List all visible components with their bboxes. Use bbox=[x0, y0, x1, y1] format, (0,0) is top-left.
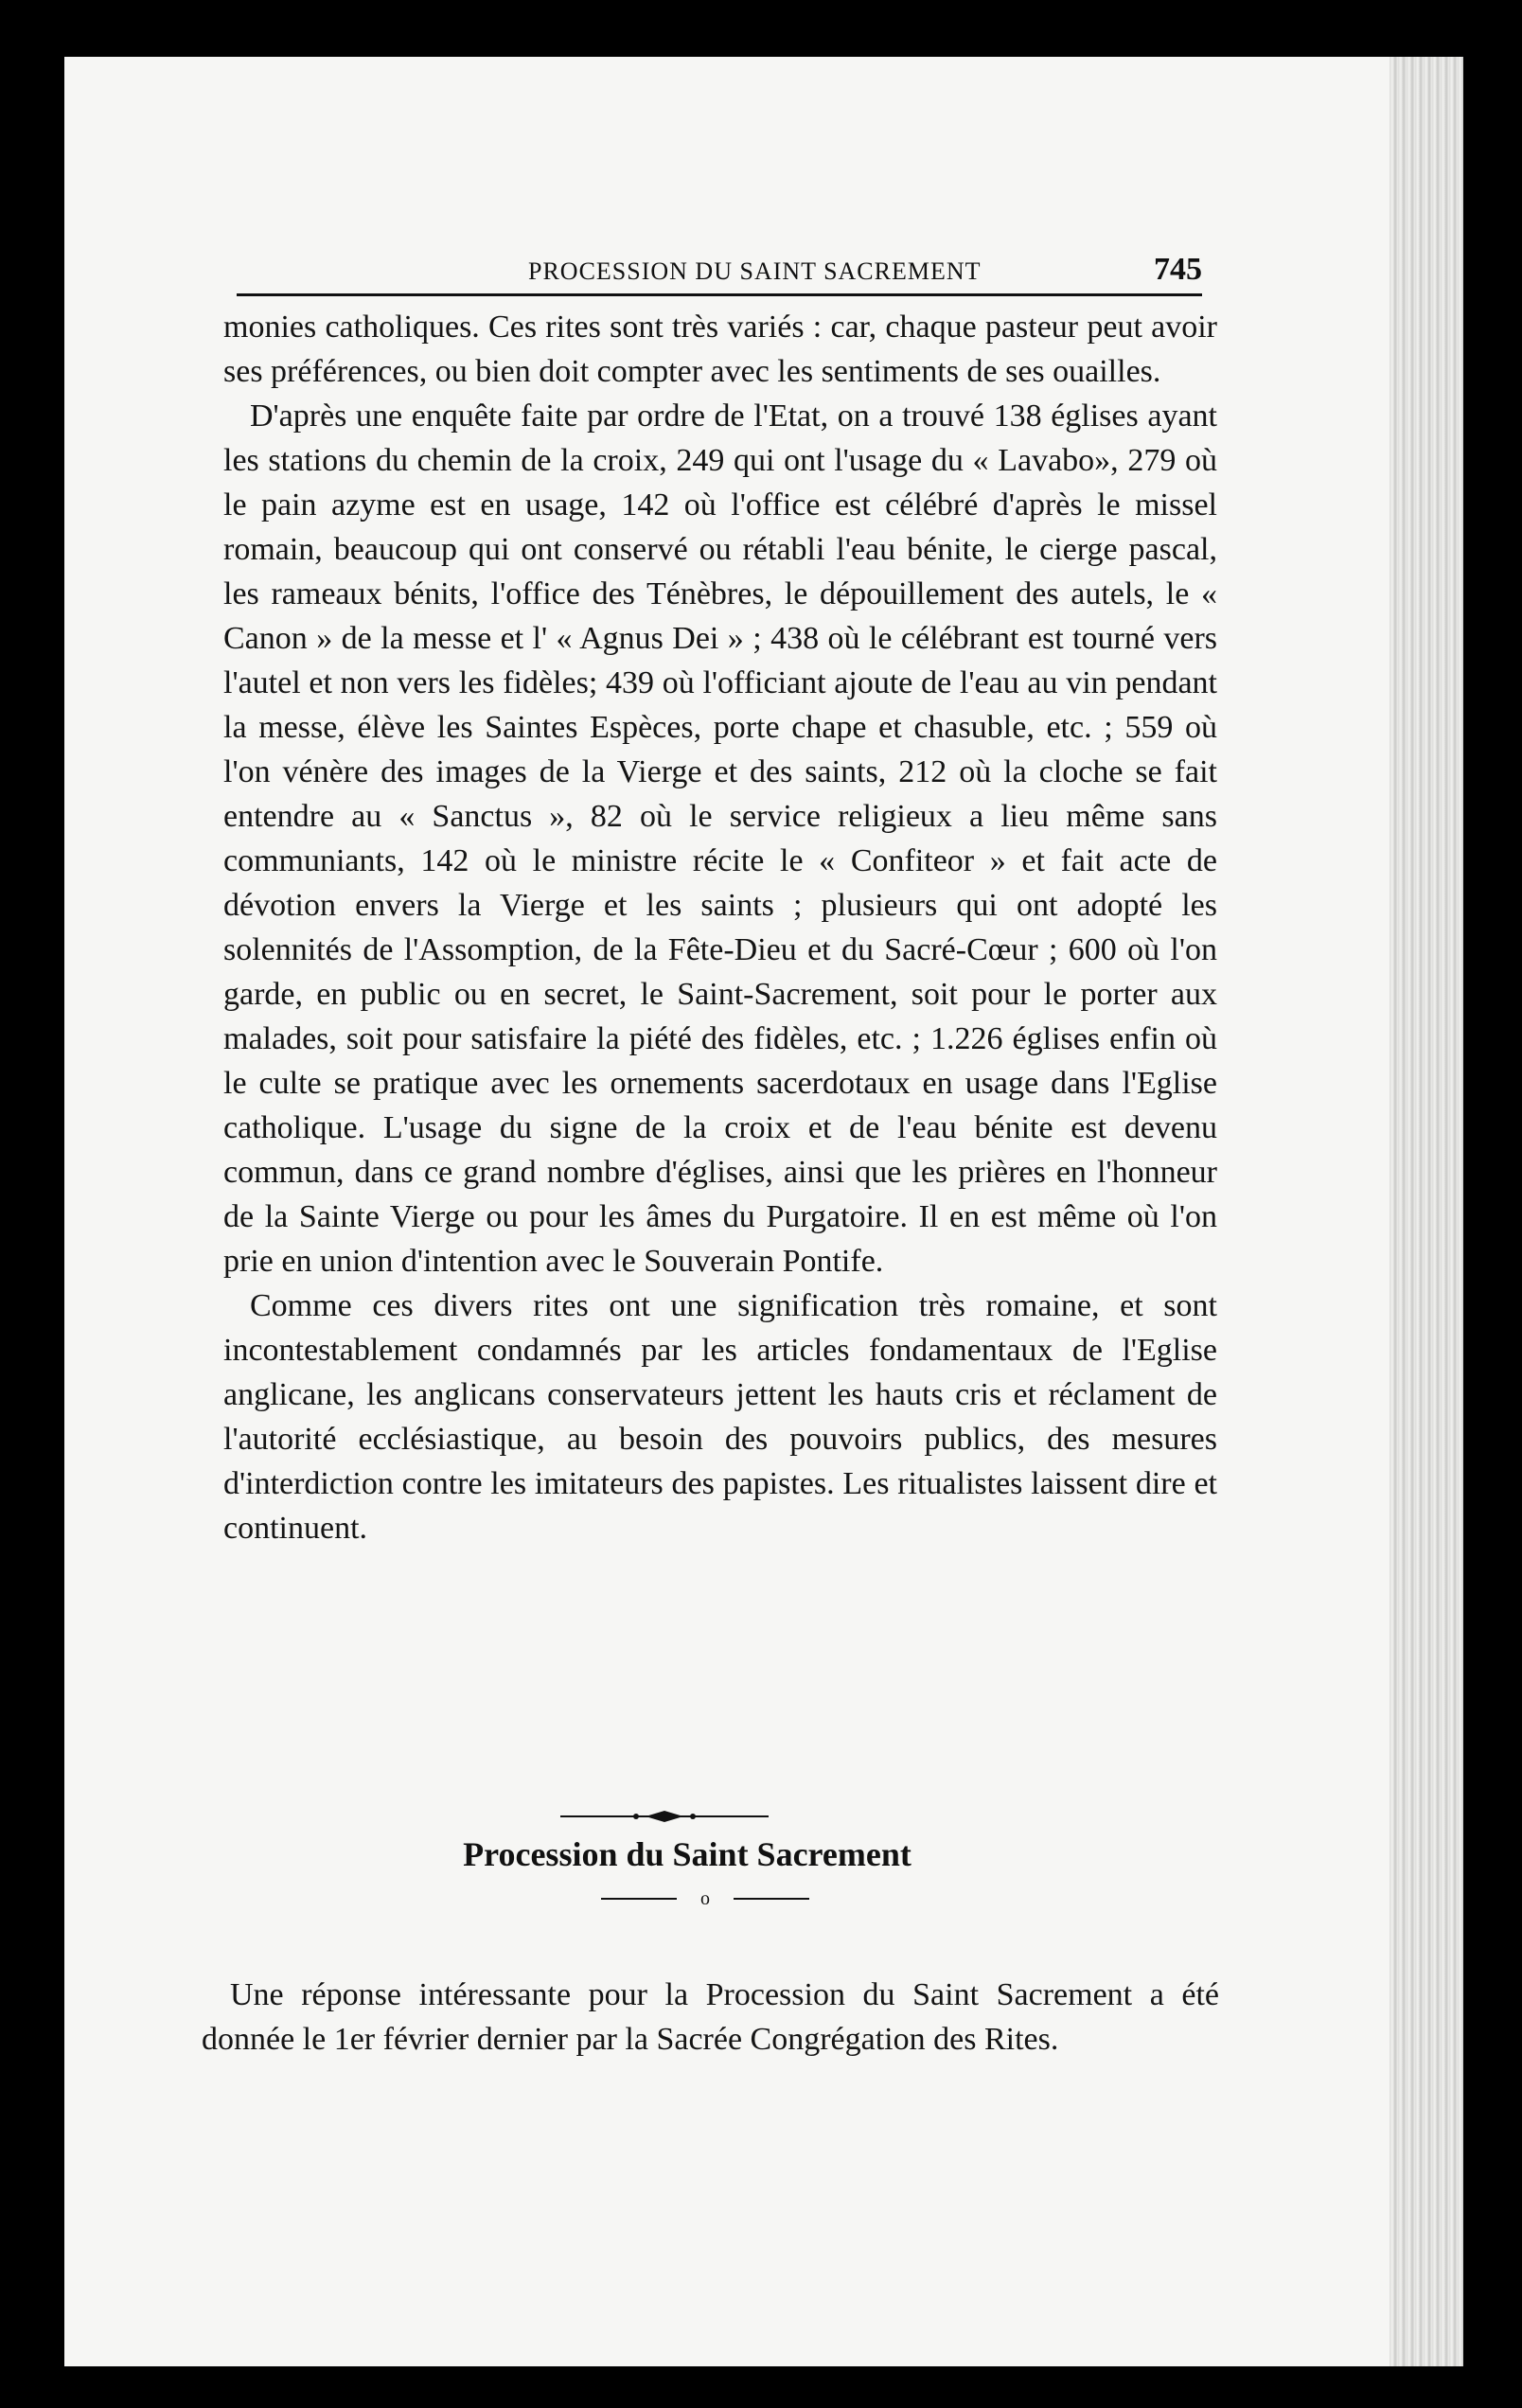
ornament-divider bbox=[560, 1811, 769, 1822]
running-title: PROCESSION DU SAINT SACREMENT bbox=[528, 257, 982, 285]
small-divider bbox=[601, 1884, 809, 1912]
paragraph-continuation: monies catholiques. Ces rites sont très variés : car, chaque pasteur peut avoir ses préférences, ou bien doit compter avec les sentiments de ses ouailles. bbox=[223, 310, 1217, 389]
paragraph-survey: D'après une enquête faite par ordre de l'Etat, on a trouvé 138 églises ayant les stations du chemin de la croix, 249 qui ont l'usage du « Lavabo», 279 où le pain azyme est en usage, 142 où l'office est célébré d'après le missel romain, beaucoup qui ont conservé ou rétabli l'eau bénite, le cierge pascal, les rameaux bénits, l'office des Ténèbres, le dépouillement des autels, le « Canon » de la messe et l' « Agnus Dei » ; 438 où le célébrant est tourné vers l'autel et non vers les fidèles; 439 où l'officiant ajoute de l'eau au vin pendant la messe, élève les Saintes Espèces, porte chape et chasuble, etc. ; 559 où l'on vénère des images de la Vierge et des saints, 212 où la cloche se fait entendre au « Sanctus », 82 où le service religieux a lieu même sans communiants, 142 où le ministre récite le « Confiteor » et fait acte de dévotion envers la Vierge et les saints ; plusieurs qui ont adopté les solennités de l'Assomption, de la Fête-Dieu et du Sacré-Cœur ; 600 où l'on garde, en public ou en secret, le Saint-Sacrement, soit pour le porter aux malades, soit pour satisfaire la piété des fidèles, etc. ; 1.226 églises enfin où le culte se pratique avec les ornements sacerdotaux en usage dans l'Eglise catholique. L'usage du signe de la croix et de l'eau bénite est devenu commun, dans ce grand nombre d'églises, ainsi que les prières en l'honneur de la Sainte Vierge ou pour les âmes du Purgatoire. Il en est même où l'on prie en union d'intention avec le Souverain Pontife. bbox=[223, 398, 1217, 1279]
section-heading: Procession du Saint Sacrement bbox=[463, 1835, 911, 1873]
divider-mark: o bbox=[700, 1888, 710, 1909]
paragraph-conclusion: Comme ces divers rites ont une signification très romaine, et sont incontestablement condamnés par les articles fondamentaux de l'Eglise anglicane, les anglicans conservateurs jettent les hauts cris et réclament de l'autorité ecclésiastique, au besoin des pouvoirs publics, des mesures d'interdiction contre les imitateurs des papistes. Les ritualistes laissent dire et continuent. bbox=[223, 1288, 1217, 1546]
page-edges bbox=[1389, 57, 1463, 2366]
page-number: 745 bbox=[1154, 252, 1202, 287]
body-text bbox=[223, 305, 1217, 1550]
book-page bbox=[64, 57, 1463, 2366]
paragraph-procession: Une réponse intéressante pour la Procession du Saint Sacrement a été donnée le 1er février dernier par la Sacrée Congrégation des Rites. bbox=[202, 1977, 1219, 2057]
running-header bbox=[237, 246, 1202, 296]
